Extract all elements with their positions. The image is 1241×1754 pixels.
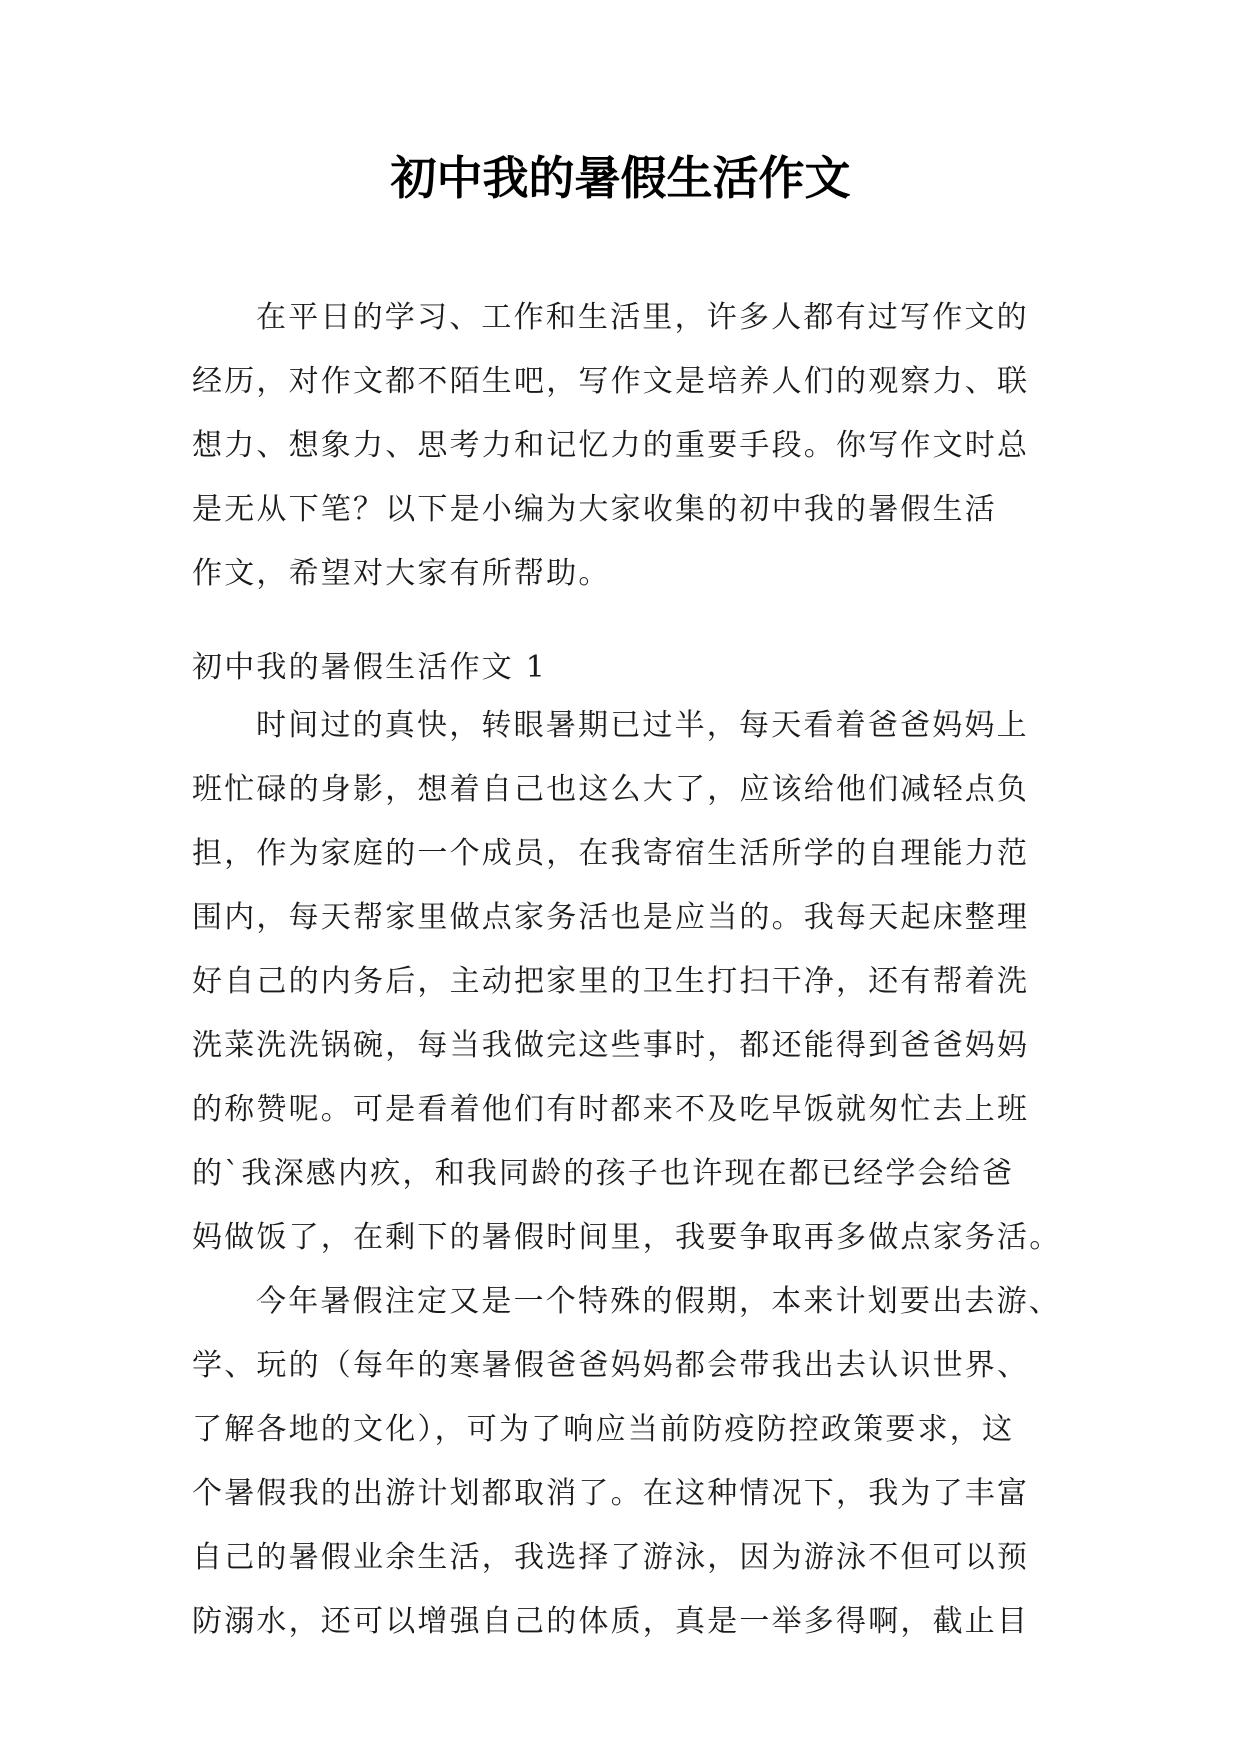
paragraph-line: 想力、想象力、思考力和记忆力的重要手段。你写作文时总 [192,428,1030,463]
intro-paragraph [192,286,1054,606]
paragraph-line: 担，作为家庭的一个成员，在我寄宿生活所学的自理能力范 [192,836,1030,871]
section-body [192,694,1062,1654]
paragraph-line: 个暑假我的出游计划都取消了。在这种情况下，我为了丰富 [192,1476,1030,1511]
paragraph-line: 围内，每天帮家里做点家务活也是应当的。我每天起床整理 [192,900,1030,935]
paragraph-line: 经历，对作文都不陌生吧，写作文是培养人们的观察力、联 [192,364,1030,399]
paragraph-line: 了解各地的文化），可为了响应当前防疫防控政策要求，这 [192,1412,1015,1447]
paragraph-line: 洗菜洗洗锅碗，每当我做完这些事时，都还能得到爸爸妈妈 [192,1028,1030,1063]
paragraph-line: 是无从下笔？以下是小编为大家收集的初中我的暑假生活 [192,492,997,527]
paragraph-line: 时间过的真快，转眼暑期已过半，每天看着爸爸妈妈上 [256,708,1029,743]
paragraph-line: 妈做饭了，在剩下的暑假时间里，我要争取再多做点家务活。 [192,1220,1062,1255]
paragraph-line: 在平日的学习、工作和生活里，许多人都有过写作文的 [256,300,1029,335]
paragraph-line: 学、玩的（每年的寒暑假爸爸妈妈都会带我出去认识世界、 [192,1348,1030,1383]
section-heading [192,636,1054,700]
paragraph-line: 自己的暑假业余生活，我选择了游泳，因为游泳不但可以预 [192,1540,1030,1575]
paragraph-line: 的`我深感内疚，和我同龄的孩子也许现在都已经学会给爸 [192,1156,1015,1191]
section-heading-text: 初中我的暑假生活作文 1 [192,650,548,685]
paragraph-line: 作文，希望对大家有所帮助。 [192,556,611,591]
paragraph-line: 防溺水，还可以增强自己的体质，真是一举多得啊，截止目 [192,1604,1030,1639]
paragraph-line: 好自己的内务后，主动把家里的卫生打扫干净，还有帮着洗 [192,964,1030,999]
paragraph-line: 今年暑假注定又是一个特殊的假期，本来计划要出去游、 [256,1284,1061,1319]
paragraph-line: 班忙碌的身影，想着自己也这么大了，应该给他们减轻点负 [192,772,1030,807]
page-title: 初中我的暑假生活作文 [390,151,851,205]
paragraph-line: 的称赞呢。可是看着他们有时都来不及吃早饭就匆忙去上班 [192,1092,1030,1127]
